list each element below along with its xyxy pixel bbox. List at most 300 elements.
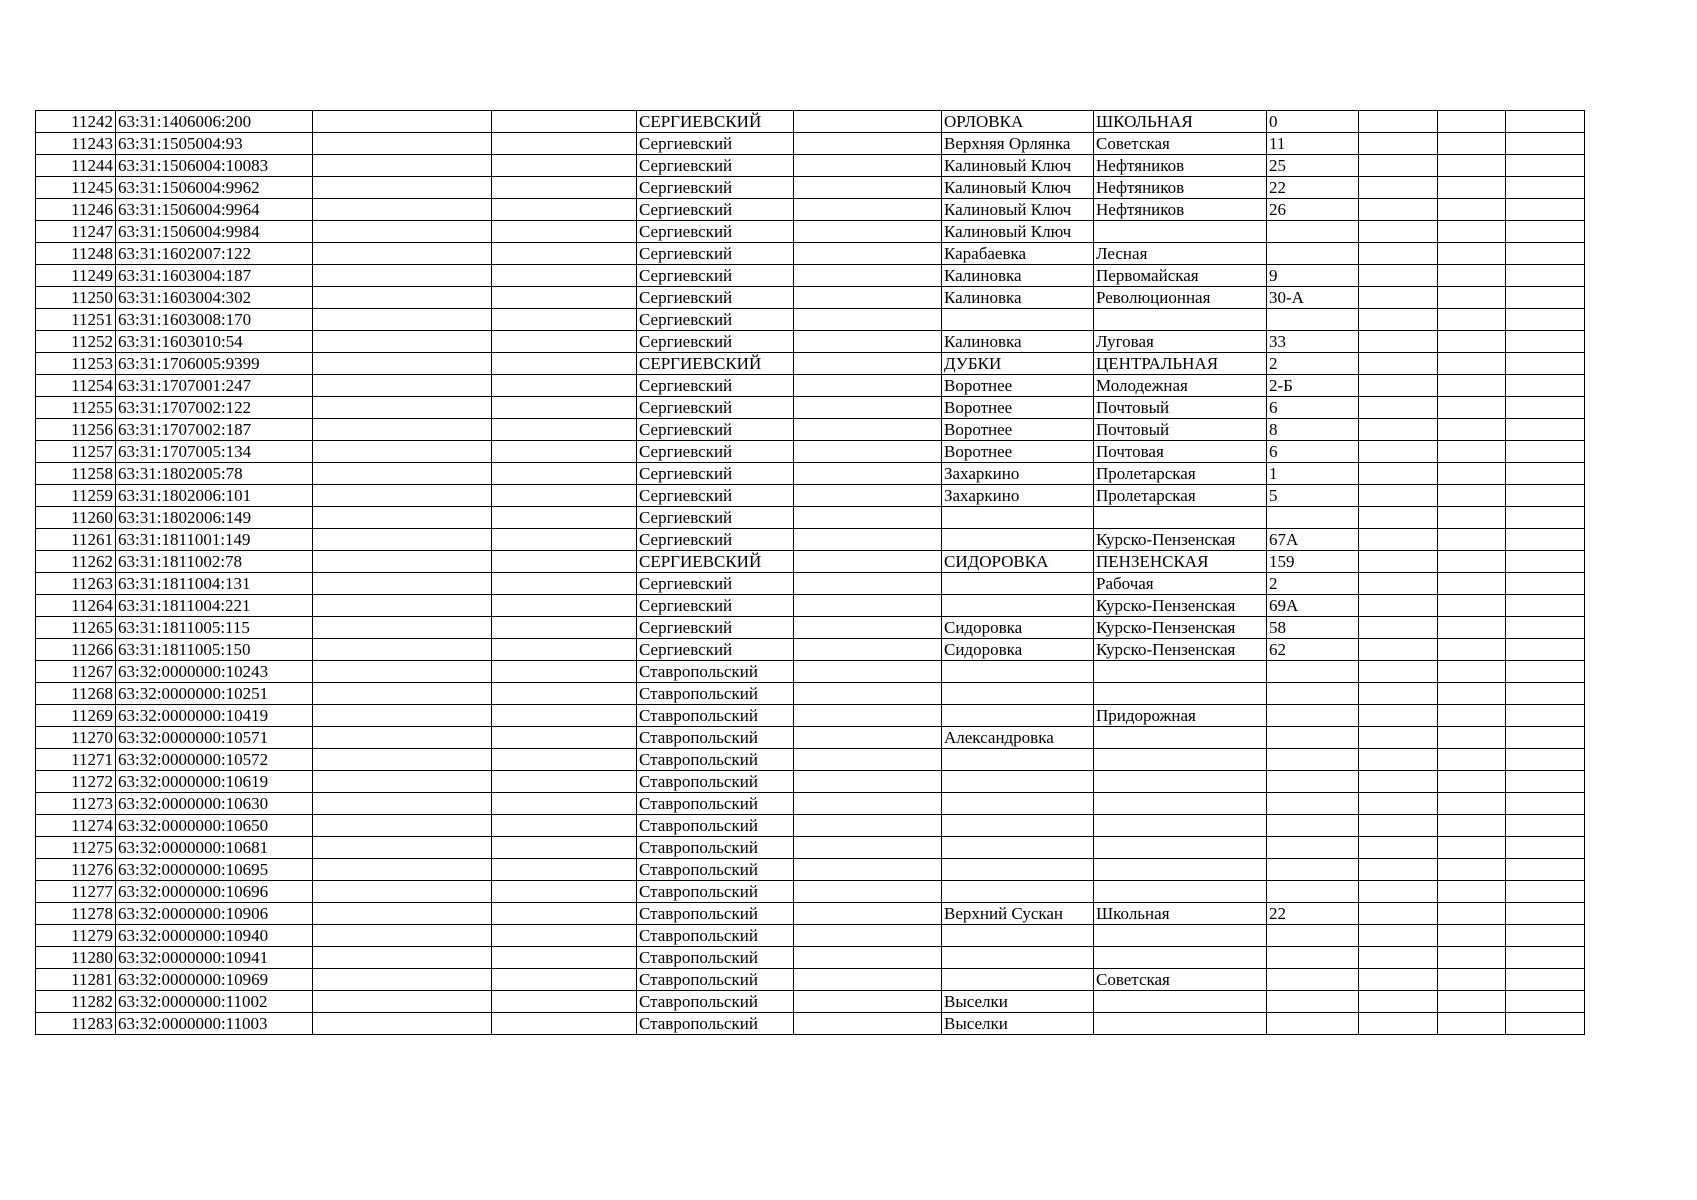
district-cell: СЕРГИЕВСКИЙ [637,551,794,573]
column-12-cell [1506,617,1585,639]
table-row [36,485,1585,507]
column-3-cell [313,617,492,639]
house-number-cell: 6 [1267,397,1359,419]
column-3-cell [313,155,492,177]
column-4-cell [492,749,637,771]
row-number-cell: 11242 [36,111,116,133]
table-row [36,331,1585,353]
locality-cell [942,573,1094,595]
column-10-cell [1359,265,1438,287]
column-12-cell [1506,397,1585,419]
house-number-cell: 22 [1267,177,1359,199]
column-10-cell [1359,903,1438,925]
row-number-cell: 11250 [36,287,116,309]
cadastral-number-cell: 63:31:1603004:302 [116,287,313,309]
district-cell: Ставропольский [637,749,794,771]
cadastral-number-cell: 63:31:1811002:78 [116,551,313,573]
table-row [36,727,1585,749]
street-cell: Курско-Пензенская [1094,639,1267,661]
column-4-cell [492,705,637,727]
district-cell: Ставропольский [637,859,794,881]
house-number-cell [1267,683,1359,705]
column-10-cell [1359,705,1438,727]
row-number-cell: 11270 [36,727,116,749]
column-10-cell [1359,617,1438,639]
column-6-cell [794,529,942,551]
district-cell: Ставропольский [637,771,794,793]
cadastral-number-cell: 63:31:1707001:247 [116,375,313,397]
district-cell: Сергиевский [637,397,794,419]
house-number-cell [1267,221,1359,243]
column-11-cell [1438,705,1506,727]
column-11-cell [1438,155,1506,177]
house-number-cell: 6 [1267,441,1359,463]
row-number-cell: 11259 [36,485,116,507]
row-number-cell: 11273 [36,793,116,815]
column-11-cell [1438,419,1506,441]
column-10-cell [1359,463,1438,485]
street-cell [1094,925,1267,947]
column-3-cell [313,309,492,331]
column-11-cell [1438,617,1506,639]
column-6-cell [794,419,942,441]
locality-cell: Верхняя Орлянка [942,133,1094,155]
cadastral-number-cell: 63:31:1707002:187 [116,419,313,441]
cadastral-number-cell: 63:31:1706005:9399 [116,353,313,375]
column-11-cell [1438,837,1506,859]
column-4-cell [492,331,637,353]
house-number-cell [1267,749,1359,771]
column-3-cell [313,903,492,925]
column-10-cell [1359,485,1438,507]
column-4-cell [492,573,637,595]
locality-cell [942,881,1094,903]
column-3-cell [313,1013,492,1035]
column-3-cell [313,331,492,353]
column-12-cell [1506,287,1585,309]
street-cell [1094,309,1267,331]
district-cell: Сергиевский [637,617,794,639]
house-number-cell: 2 [1267,353,1359,375]
column-6-cell [794,749,942,771]
column-4-cell [492,969,637,991]
row-number-cell: 11282 [36,991,116,1013]
column-4-cell [492,419,637,441]
locality-cell: Калиновый Ключ [942,155,1094,177]
column-6-cell [794,727,942,749]
column-10-cell [1359,441,1438,463]
row-number-cell: 11248 [36,243,116,265]
house-number-cell: 26 [1267,199,1359,221]
district-cell: СЕРГИЕВСКИЙ [637,353,794,375]
house-number-cell: 0 [1267,111,1359,133]
table-row [36,683,1585,705]
column-12-cell [1506,419,1585,441]
column-12-cell [1506,815,1585,837]
locality-cell: Александровка [942,727,1094,749]
cadastral-number-cell: 63:32:0000000:10941 [116,947,313,969]
table-row [36,353,1585,375]
column-12-cell [1506,595,1585,617]
column-11-cell [1438,529,1506,551]
column-10-cell [1359,309,1438,331]
locality-cell: Калиновый Ключ [942,177,1094,199]
cadastral-number-cell: 63:32:0000000:10419 [116,705,313,727]
row-number-cell: 11268 [36,683,116,705]
column-11-cell [1438,595,1506,617]
house-number-cell: 1 [1267,463,1359,485]
district-cell: Ставропольский [637,969,794,991]
cadastral-number-cell: 63:32:0000000:10695 [116,859,313,881]
column-10-cell [1359,859,1438,881]
column-4-cell [492,397,637,419]
house-number-cell [1267,881,1359,903]
column-10-cell [1359,551,1438,573]
table-row [36,199,1585,221]
house-number-cell: 62 [1267,639,1359,661]
column-10-cell [1359,595,1438,617]
row-number-cell: 11280 [36,947,116,969]
column-6-cell [794,683,942,705]
row-number-cell: 11276 [36,859,116,881]
table-row [36,441,1585,463]
column-3-cell [313,705,492,727]
cadastral-number-cell: 63:31:1811004:221 [116,595,313,617]
district-cell: Ставропольский [637,881,794,903]
column-3-cell [313,947,492,969]
row-number-cell: 11247 [36,221,116,243]
table-row [36,397,1585,419]
cadastral-number-cell: 63:31:1802006:149 [116,507,313,529]
table-row [36,287,1585,309]
column-4-cell [492,287,637,309]
column-11-cell [1438,793,1506,815]
table-row [36,177,1585,199]
column-11-cell [1438,947,1506,969]
column-12-cell [1506,771,1585,793]
column-4-cell [492,155,637,177]
street-cell [1094,881,1267,903]
table-row [36,551,1585,573]
cadastral-number-cell: 63:32:0000000:10969 [116,969,313,991]
column-3-cell [313,353,492,375]
column-12-cell [1506,903,1585,925]
row-number-cell: 11278 [36,903,116,925]
column-10-cell [1359,881,1438,903]
column-11-cell [1438,243,1506,265]
cadastral-number-cell: 63:32:0000000:10571 [116,727,313,749]
column-10-cell [1359,287,1438,309]
spreadsheet-page [35,110,1585,1035]
column-6-cell [794,881,942,903]
row-number-cell: 11262 [36,551,116,573]
house-number-cell: 67А [1267,529,1359,551]
row-number-cell: 11246 [36,199,116,221]
street-cell: Почтовый [1094,419,1267,441]
column-12-cell [1506,683,1585,705]
column-6-cell [794,925,942,947]
column-4-cell [492,199,637,221]
column-4-cell [492,375,637,397]
column-10-cell [1359,573,1438,595]
cadastral-number-cell: 63:32:0000000:10696 [116,881,313,903]
house-number-cell [1267,859,1359,881]
house-number-cell [1267,1013,1359,1035]
locality-cell: Захаркино [942,485,1094,507]
column-10-cell [1359,199,1438,221]
table-row [36,815,1585,837]
column-11-cell [1438,859,1506,881]
street-cell: Курско-Пензенская [1094,595,1267,617]
street-cell [1094,1013,1267,1035]
row-number-cell: 11251 [36,309,116,331]
cadastral-number-cell: 63:32:0000000:10243 [116,661,313,683]
column-3-cell [313,111,492,133]
locality-cell: Калиновка [942,265,1094,287]
street-cell: Нефтяников [1094,199,1267,221]
column-10-cell [1359,507,1438,529]
column-11-cell [1438,683,1506,705]
cadastral-number-cell: 63:31:1506004:9964 [116,199,313,221]
cadastral-number-cell: 63:31:1506004:10083 [116,155,313,177]
row-number-cell: 11275 [36,837,116,859]
district-cell: Сергиевский [637,639,794,661]
row-number-cell: 11257 [36,441,116,463]
column-3-cell [313,287,492,309]
table-row [36,529,1585,551]
street-cell [1094,859,1267,881]
column-3-cell [313,991,492,1013]
table-row [36,639,1585,661]
cadastral-number-cell: 63:32:0000000:10681 [116,837,313,859]
row-number-cell: 11254 [36,375,116,397]
column-10-cell [1359,661,1438,683]
column-10-cell [1359,375,1438,397]
cadastral-number-cell: 63:31:1811004:131 [116,573,313,595]
column-11-cell [1438,573,1506,595]
column-6-cell [794,375,942,397]
table-row [36,221,1585,243]
locality-cell: Воротнее [942,397,1094,419]
column-10-cell [1359,331,1438,353]
column-12-cell [1506,947,1585,969]
column-4-cell [492,529,637,551]
table-row [36,903,1585,925]
district-cell: Сергиевский [637,441,794,463]
locality-cell: Выселки [942,1013,1094,1035]
row-number-cell: 11245 [36,177,116,199]
column-10-cell [1359,397,1438,419]
column-12-cell [1506,221,1585,243]
row-number-cell: 11279 [36,925,116,947]
house-number-cell: 30-А [1267,287,1359,309]
house-number-cell: 22 [1267,903,1359,925]
locality-cell: Сидоровка [942,617,1094,639]
column-6-cell [794,441,942,463]
column-6-cell [794,969,942,991]
column-11-cell [1438,287,1506,309]
column-4-cell [492,727,637,749]
table-row [36,837,1585,859]
column-6-cell [794,463,942,485]
column-10-cell [1359,111,1438,133]
locality-cell: Калиновка [942,287,1094,309]
column-12-cell [1506,243,1585,265]
column-12-cell [1506,705,1585,727]
locality-cell: Верхний Сускан [942,903,1094,925]
district-cell: Сергиевский [637,595,794,617]
column-11-cell [1438,991,1506,1013]
locality-cell: ДУБКИ [942,353,1094,375]
column-6-cell [794,991,942,1013]
column-10-cell [1359,969,1438,991]
district-cell: Сергиевский [637,507,794,529]
house-number-cell [1267,771,1359,793]
column-4-cell [492,881,637,903]
column-6-cell [794,199,942,221]
district-cell: Ставропольский [637,683,794,705]
district-cell: Сергиевский [637,485,794,507]
column-11-cell [1438,749,1506,771]
row-number-cell: 11265 [36,617,116,639]
locality-cell [942,837,1094,859]
column-3-cell [313,859,492,881]
street-cell: Советская [1094,133,1267,155]
column-3-cell [313,375,492,397]
column-11-cell [1438,441,1506,463]
table-row [36,771,1585,793]
column-11-cell [1438,1013,1506,1035]
street-cell: Пролетарская [1094,485,1267,507]
street-cell [1094,991,1267,1013]
street-cell: Революционная [1094,287,1267,309]
table-row [36,661,1585,683]
row-number-cell: 11252 [36,331,116,353]
column-3-cell [313,221,492,243]
column-4-cell [492,463,637,485]
street-cell [1094,793,1267,815]
column-11-cell [1438,661,1506,683]
column-11-cell [1438,177,1506,199]
table-row [36,1013,1585,1035]
house-number-cell [1267,309,1359,331]
column-6-cell [794,243,942,265]
column-3-cell [313,199,492,221]
district-cell: Ставропольский [637,727,794,749]
column-12-cell [1506,331,1585,353]
column-12-cell [1506,529,1585,551]
locality-cell [942,749,1094,771]
locality-cell [942,815,1094,837]
column-12-cell [1506,573,1585,595]
house-number-cell [1267,991,1359,1013]
row-number-cell: 11249 [36,265,116,287]
column-10-cell [1359,727,1438,749]
locality-cell [942,683,1094,705]
locality-cell: Карабаевка [942,243,1094,265]
table-body [36,111,1585,1035]
column-12-cell [1506,727,1585,749]
street-cell [1094,749,1267,771]
cadastral-number-cell: 63:31:1802005:78 [116,463,313,485]
column-4-cell [492,309,637,331]
column-12-cell [1506,661,1585,683]
locality-cell [942,529,1094,551]
column-6-cell [794,705,942,727]
table-row [36,573,1585,595]
row-number-cell: 11269 [36,705,116,727]
column-11-cell [1438,881,1506,903]
district-cell: Сергиевский [637,265,794,287]
district-cell: Сергиевский [637,177,794,199]
column-10-cell [1359,353,1438,375]
column-6-cell [794,639,942,661]
column-12-cell [1506,969,1585,991]
street-cell: ЦЕНТРАЛЬНАЯ [1094,353,1267,375]
column-4-cell [492,925,637,947]
house-number-cell [1267,661,1359,683]
column-3-cell [313,419,492,441]
column-12-cell [1506,199,1585,221]
street-cell [1094,661,1267,683]
column-6-cell [794,287,942,309]
column-11-cell [1438,639,1506,661]
table-row [36,243,1585,265]
row-number-cell: 11264 [36,595,116,617]
district-cell: Ставропольский [637,991,794,1013]
column-6-cell [794,551,942,573]
column-6-cell [794,771,942,793]
column-12-cell [1506,1013,1585,1035]
column-6-cell [794,331,942,353]
house-number-cell: 159 [1267,551,1359,573]
column-11-cell [1438,969,1506,991]
table-row [36,155,1585,177]
street-cell: Курско-Пензенская [1094,529,1267,551]
cadastral-number-cell: 63:32:0000000:10906 [116,903,313,925]
column-10-cell [1359,947,1438,969]
street-cell [1094,683,1267,705]
locality-cell [942,705,1094,727]
district-cell: Ставропольский [637,705,794,727]
table-row [36,925,1585,947]
column-10-cell [1359,243,1438,265]
district-cell: Сергиевский [637,155,794,177]
district-cell: Сергиевский [637,419,794,441]
column-6-cell [794,947,942,969]
house-number-cell [1267,727,1359,749]
table-row [36,507,1585,529]
district-cell: СЕРГИЕВСКИЙ [637,111,794,133]
column-11-cell [1438,111,1506,133]
house-number-cell [1267,243,1359,265]
column-6-cell [794,353,942,375]
column-4-cell [492,771,637,793]
column-3-cell [313,177,492,199]
column-12-cell [1506,309,1585,331]
column-4-cell [492,661,637,683]
house-number-cell: 9 [1267,265,1359,287]
column-6-cell [794,155,942,177]
column-10-cell [1359,771,1438,793]
house-number-cell: 2-Б [1267,375,1359,397]
house-number-cell: 58 [1267,617,1359,639]
column-11-cell [1438,463,1506,485]
cadastral-number-cell: 63:31:1802006:101 [116,485,313,507]
district-cell: Сергиевский [637,309,794,331]
row-number-cell: 11272 [36,771,116,793]
column-3-cell [313,793,492,815]
